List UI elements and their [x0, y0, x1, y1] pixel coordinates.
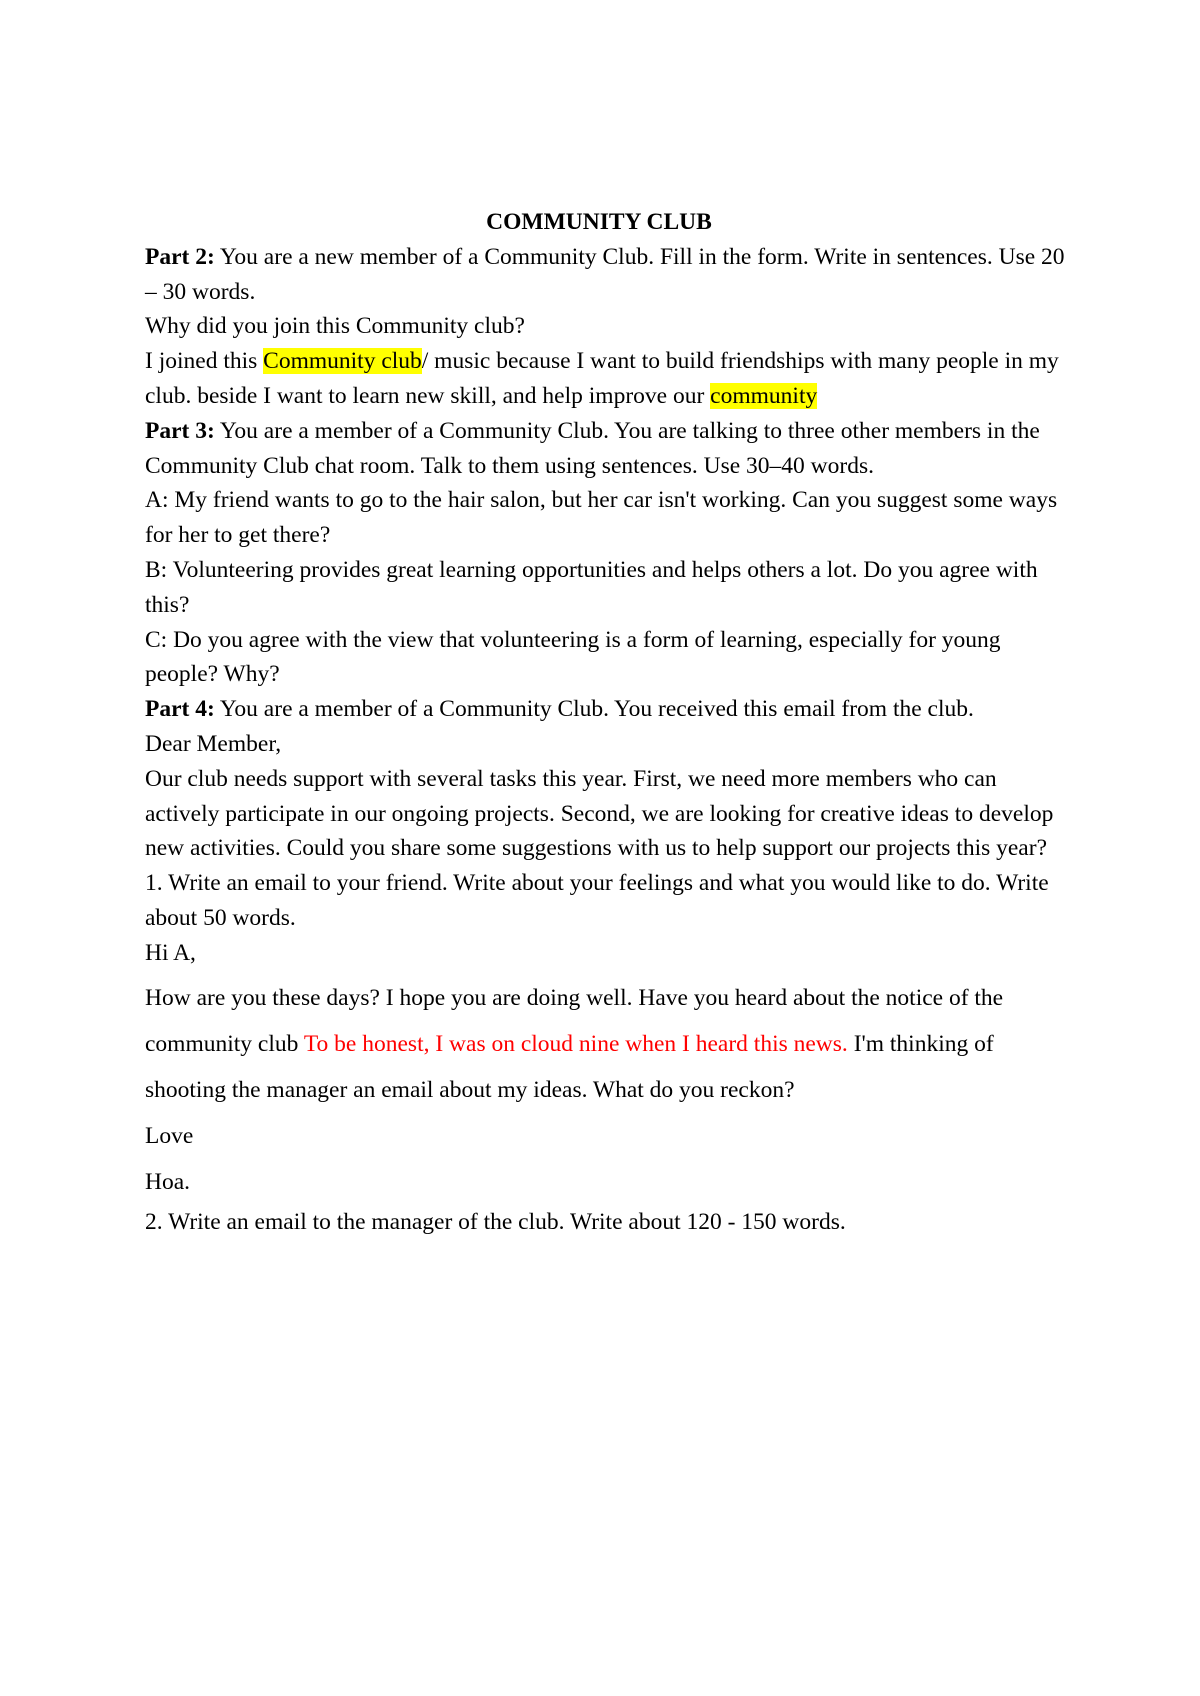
part4-instruction-text: You are a member of a Community Club. You received this email from the club.	[214, 696, 974, 723]
part3-question-c: C: Do you agree with the view that volunteering is a form of learning, especially for young people? Why?	[145, 626, 1001, 688]
email-body: Our club needs support with several tasks this year. First, we need more members who can actively participate in our ongoing projects. Second, we are looking for creative ideas to develop new activities. Could you share some suggestions with us to help support our projects this year?	[145, 765, 1054, 862]
part2-instruction	[145, 240, 1075, 310]
email-closing: Love	[145, 1122, 194, 1149]
part3-question-b: B: Volunteering provides great learning opportunities and helps others a lot. Do you agree with this?	[145, 556, 1038, 618]
highlight-community: community	[710, 382, 818, 409]
answer-start: I joined this	[145, 348, 264, 375]
part4-instruction	[145, 692, 1075, 727]
part3-question-a: A: My friend wants to go to the hair salon, but her car isn't working. Can you suggest some ways for her to get there?	[145, 487, 1058, 549]
friend-body-red: To be honest, I was on cloud nine when I heard this news.	[303, 1030, 848, 1057]
part3-label: Part 3:	[145, 417, 215, 444]
friend-greeting: Hi A,	[145, 939, 196, 966]
email-signature: Hoa.	[145, 1168, 191, 1195]
friend-email-body	[145, 975, 1075, 1113]
part4-label: Part 4:	[145, 696, 215, 723]
part2-instruction-text: You are a new member of a Community Club. Fill in the form. Write in sentences. Use 20 – 30 words.	[145, 243, 1065, 305]
highlight-community-club: Community club	[263, 348, 422, 375]
friend-body-start: How are you these days? I hope you are doing well. Have you heard about the notice of the community club	[145, 984, 1004, 1057]
part2-answer	[145, 344, 1075, 414]
part2-label: Part 2:	[145, 243, 215, 270]
answer-middle: / music because I want to build friendships with many people in my club. beside I want to learn new skill, and help improve our	[145, 348, 1059, 409]
document-title: COMMUNITY CLUB	[486, 209, 712, 235]
task-1: 1. Write an email to your friend. Write about your feelings and what you would like to do. Write about 50 words.	[145, 870, 1049, 931]
part3-instruction	[145, 414, 1075, 484]
email-greeting: Dear Member,	[145, 730, 282, 757]
part2-question: Why did you join this Community club?	[145, 313, 525, 340]
document-page	[145, 205, 1075, 1239]
part3-instruction-text: You are a member of a Community Club. You are talking to three other members in the Community Club chat room. Talk to them using sentences. Use 30–40 words.	[145, 417, 1040, 479]
task-2: 2. Write an email to the manager of the club. Write about 120 - 150 words.	[145, 1208, 846, 1235]
friend-body-end: I'm thinking of shooting the manager an email about my ideas. What do you reckon?	[145, 1030, 994, 1103]
